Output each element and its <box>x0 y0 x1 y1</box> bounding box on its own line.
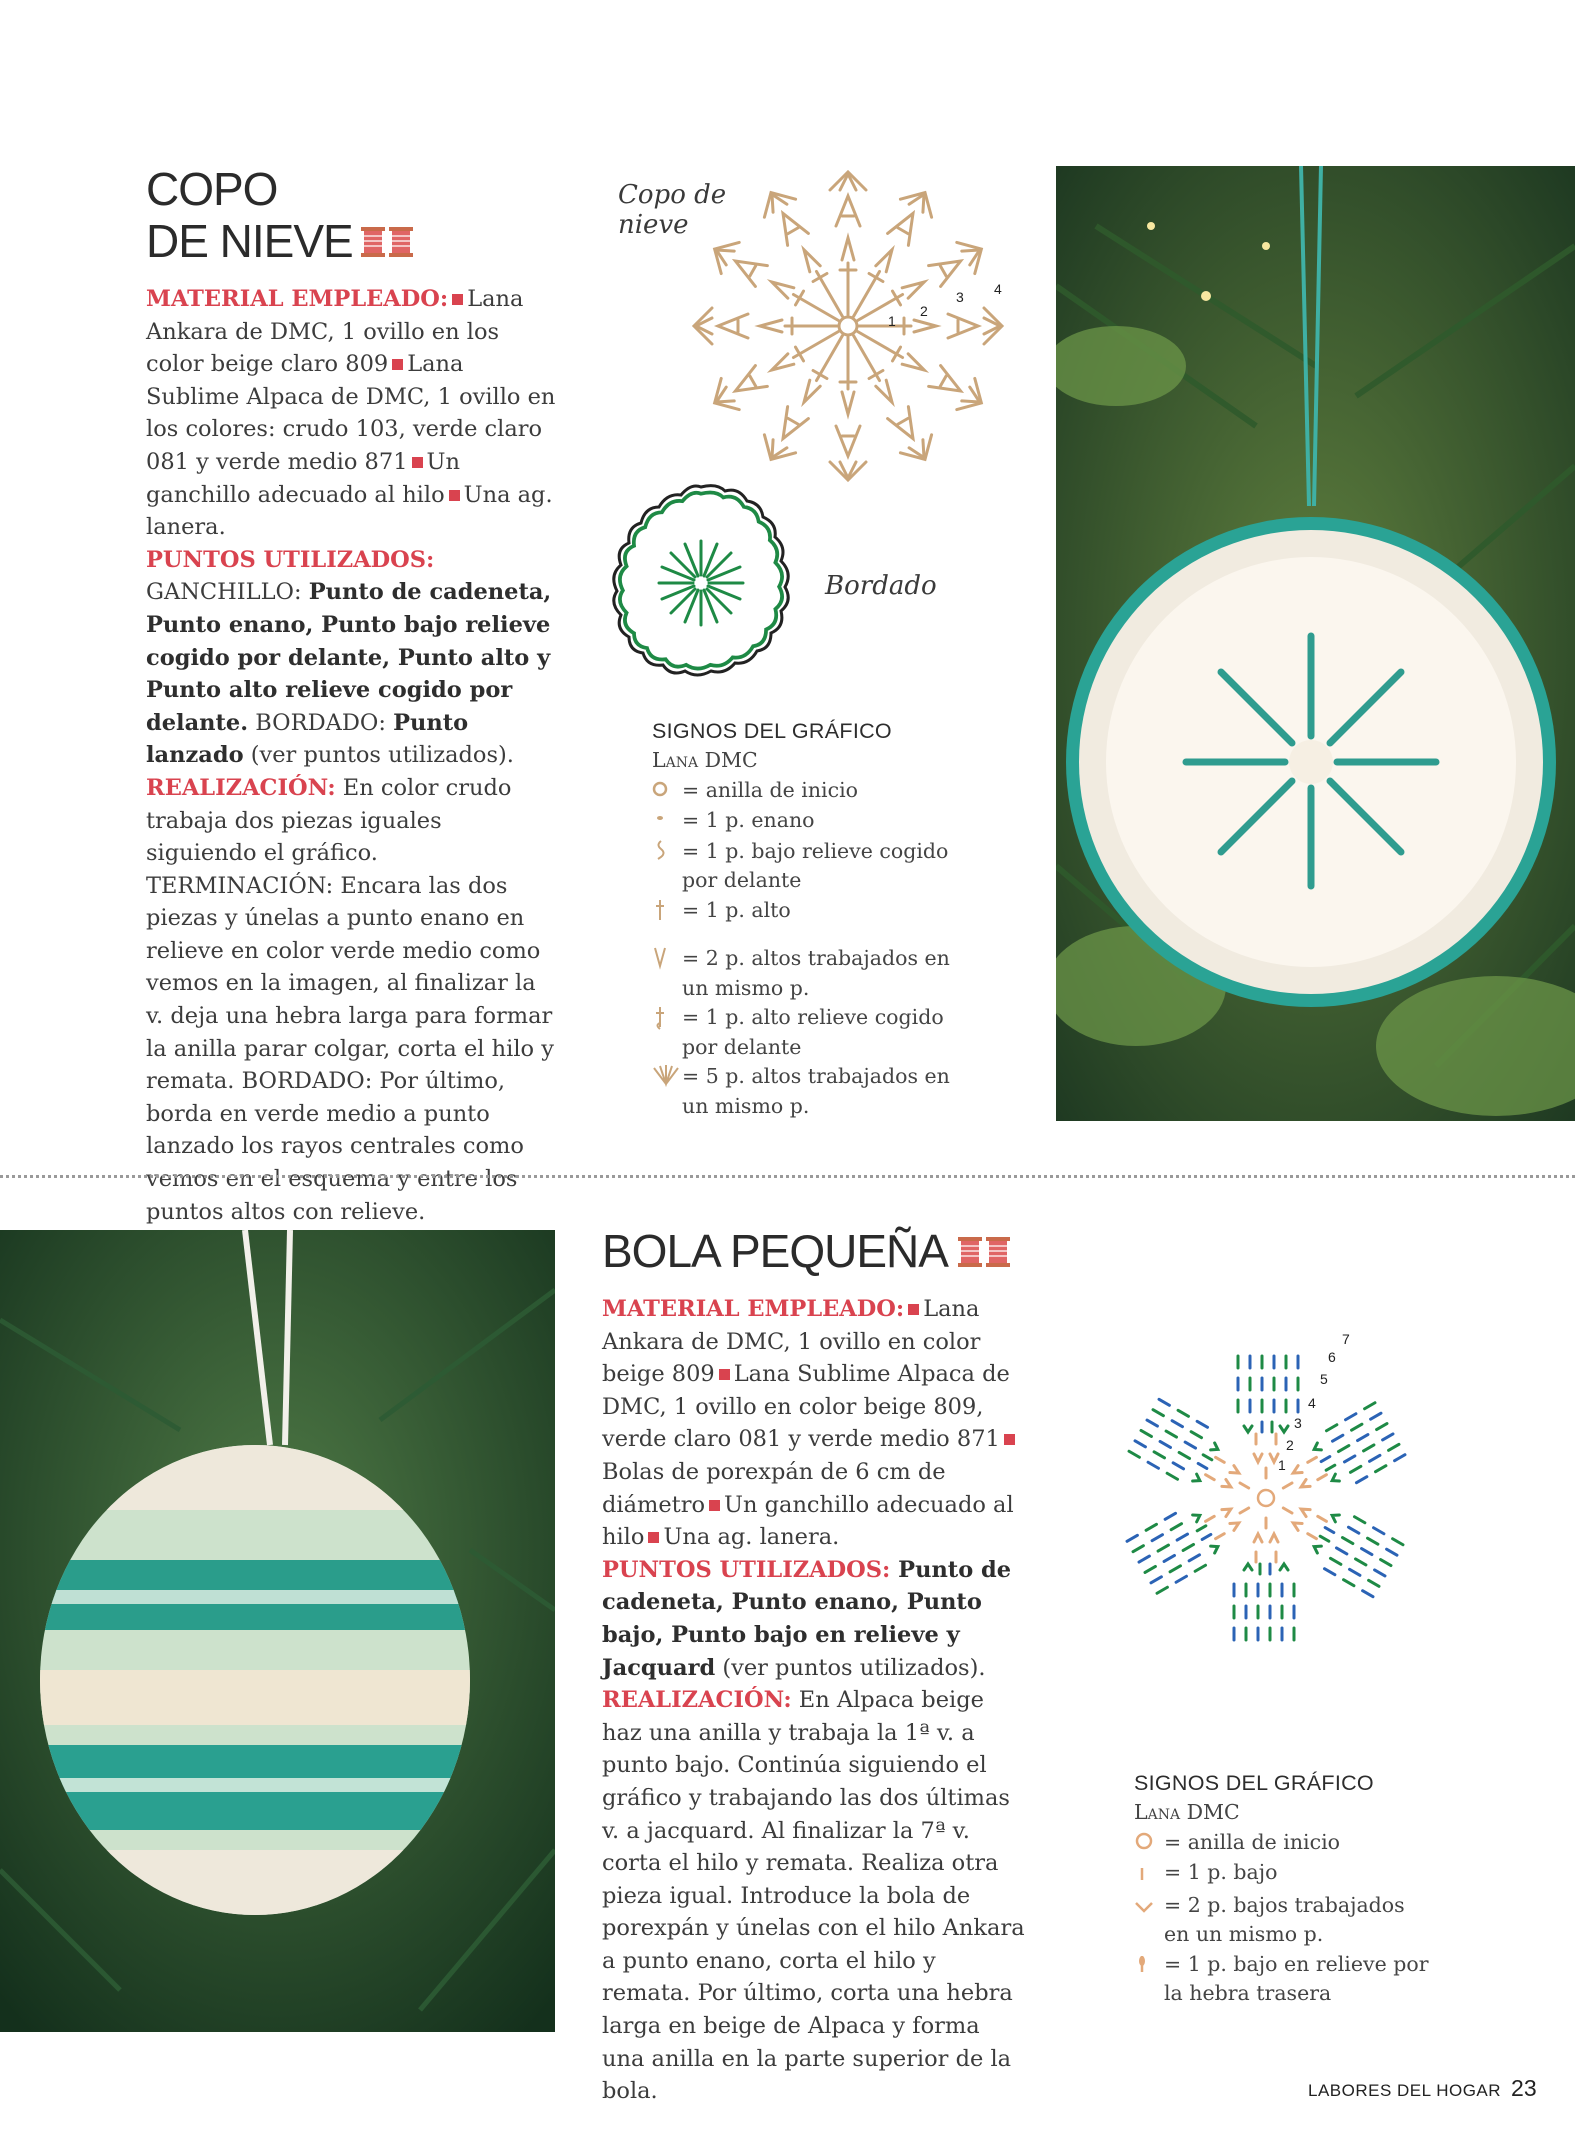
material-label: MATERIAL EMPLEADO: <box>146 286 449 312</box>
puntos-text: BORDADO: <box>248 709 394 736</box>
material-item: Lana Ankara de DMC, 1 ovillo en color beige 809 <box>602 1296 981 1388</box>
legend-row <box>652 806 972 837</box>
section-divider <box>0 1175 1575 1178</box>
legend-text: = anilla de inicio <box>682 777 858 802</box>
puntos-text: GANCHILLO: <box>146 579 309 606</box>
chart-round-number: 7 <box>1342 1331 1350 1347</box>
legend-subtitle: Lana DMC <box>1134 1800 1240 1824</box>
puntos-stitches: Punto de cadeneta, Punto enano, Punto bajo relieve cogido por delante, Punto alto y Punto alto relieve cogido por delante. <box>146 579 552 736</box>
snowflake-title-line1: COPO <box>146 163 278 215</box>
legend-row <box>652 837 972 896</box>
snowflake-title <box>146 163 417 267</box>
legend-text: = 1 p. alto relieve cogido por delante <box>682 1005 944 1059</box>
legend-title: SIGNOS DEL GRÁFICO <box>652 719 892 743</box>
snowflake-title-line2: DE NIEVE <box>146 215 353 267</box>
legend-row <box>652 896 972 931</box>
legend-row <box>1134 1858 1434 1891</box>
material-item: Lana Sublime Alpaca de DMC, 1 ovillo en los colores: crudo 103, verde claro 081 y verde medio 871 <box>146 351 556 475</box>
chart-round-number: 2 <box>920 303 928 319</box>
legend-subtitle: Lana DMC <box>652 748 758 772</box>
chart-round-number: 3 <box>1294 1415 1302 1431</box>
material-item: Una ag. lanera. <box>663 1524 840 1551</box>
chart-round-number: 2 <box>1286 1437 1294 1453</box>
material-item: Un ganchillo adecuado al hilo <box>146 448 460 508</box>
legend-row <box>652 776 972 807</box>
legend-text: = 5 p. altos trabajados en un mismo p. <box>682 1064 950 1118</box>
puntos-stitches: Punto lanzado <box>146 709 469 769</box>
difficulty-spools-icon <box>359 221 417 261</box>
ball-title <box>602 1225 1014 1277</box>
embroidery-diagram <box>596 478 806 688</box>
ball-ornament-photo <box>0 1230 555 2032</box>
legend-row <box>652 1003 972 1062</box>
snowflake-ornament-photo <box>1056 166 1575 1121</box>
chart-round-number: 1 <box>888 313 896 329</box>
legend-text: = 2 p. altos trabajados en un mismo p. <box>682 946 950 1000</box>
ball-legend <box>1134 1768 1434 2009</box>
embroidery-label: Bordado <box>825 571 937 601</box>
legend-text: = 1 p. alto <box>682 897 791 922</box>
legend-text: = 1 p. bajo <box>1164 1860 1278 1884</box>
legend-title: SIGNOS DEL GRÁFICO <box>1134 1771 1374 1795</box>
legend-text: = 1 p. bajo en relieve por la hebra trasera <box>1164 1951 1429 2005</box>
chart-round-number: 1 <box>1278 1457 1286 1473</box>
chart-round-number: 5 <box>1320 1371 1328 1387</box>
puntos-stitches: Punto de cadeneta, Punto enano, Punto bajo, Punto bajo en relieve y Jacquard <box>602 1556 1012 1681</box>
realizacion-label: REALIZACIÓN: <box>146 774 336 801</box>
material-item: Bolas de porexpán de 6 cm de diámetro <box>602 1458 946 1518</box>
legend-text: = anilla de inicio <box>1164 1829 1340 1854</box>
realizacion-text: En color crudo trabaja dos piezas iguales siguiendo el gráfico. TERMINACIÓN: Encara las dos piezas y únelas a punto enano en relieve en color verde medio como vemos en la imagen, al finalizar la v. deja una hebra larga para formar la anilla parar colgar, corta el hilo y remata. BORDADO: Por último, borda en verde medio a punto lanzado los rayos centrales como vemos en el esquema y entre los puntos altos con relieve. <box>146 774 554 1225</box>
difficulty-spools-icon <box>956 1231 1014 1271</box>
ball-title-text: BOLA PEQUEÑA <box>602 1225 948 1277</box>
ball-crochet-chart <box>1110 1320 1440 1650</box>
material-item: Lana Sublime Alpaca de DMC, 1 ovillo en color beige 809, verde claro 081 y verde medio 871 <box>602 1361 1010 1453</box>
material-item: Una ag. lanera. <box>146 481 553 541</box>
chart-round-number: 4 <box>1308 1395 1316 1411</box>
legend-text: = 2 p. bajos trabajados en un mismo p. <box>1164 1892 1405 1946</box>
snowflake-crochet-chart <box>690 168 1010 488</box>
ball-instructions <box>602 1293 1027 2108</box>
chart-label-line: Copo de <box>618 180 727 210</box>
puntos-label: PUNTOS UTILIZADOS: <box>602 1556 891 1583</box>
chart-label-line: nieve <box>618 210 689 240</box>
material-item: Un ganchillo adecuado al hilo <box>602 1491 1014 1551</box>
legend-text: = 1 p. enano <box>682 808 815 832</box>
legend-row <box>1134 1891 1434 1950</box>
puntos-text: (ver puntos utilizados). <box>243 742 514 769</box>
snowflake-legend <box>652 716 972 1121</box>
page-footer <box>1308 2075 1537 2102</box>
puntos-label: PUNTOS UTILIZADOS: <box>146 546 435 573</box>
magazine-name: LABORES DEL HOGAR <box>1308 2081 1502 2100</box>
realizacion-text: En Alpaca beige haz una anilla y trabaja la 1ª v. a punto bajo. Continúa siguiendo el gráfico y trabajando las dos últimas v. a jacquard. Al finalizar la 7ª v. corta el hilo y remata. Realiza otra pieza igual. Introduce la bola de porexpán y únelas con el hilo Ankara a punto enano, corta el hilo y remata. Por último, corta una hebra larga en beige de Alpaca y forma una anilla en la parte superior de la bola. <box>602 1687 1025 2105</box>
legend-row <box>652 944 972 1003</box>
chart-round-number: 4 <box>994 281 1002 297</box>
chart-round-number: 3 <box>956 289 964 305</box>
material-item: Lana Ankara de DMC, 1 ovillo en los color beige claro 809 <box>146 286 524 378</box>
material-label: MATERIAL EMPLEADO: <box>602 1296 905 1322</box>
puntos-text: (ver puntos utilizados). <box>715 1654 986 1681</box>
chart-round-number: 6 <box>1328 1349 1336 1365</box>
page-number: 23 <box>1511 2075 1537 2101</box>
realizacion-label: REALIZACIÓN: <box>602 1687 792 1714</box>
snowflake-instructions <box>146 283 558 1228</box>
legend-row <box>1134 1950 1434 2009</box>
legend-row <box>652 1062 972 1121</box>
legend-row <box>1134 1828 1434 1859</box>
legend-text: = 1 p. bajo relieve cogido por delante <box>682 838 949 892</box>
